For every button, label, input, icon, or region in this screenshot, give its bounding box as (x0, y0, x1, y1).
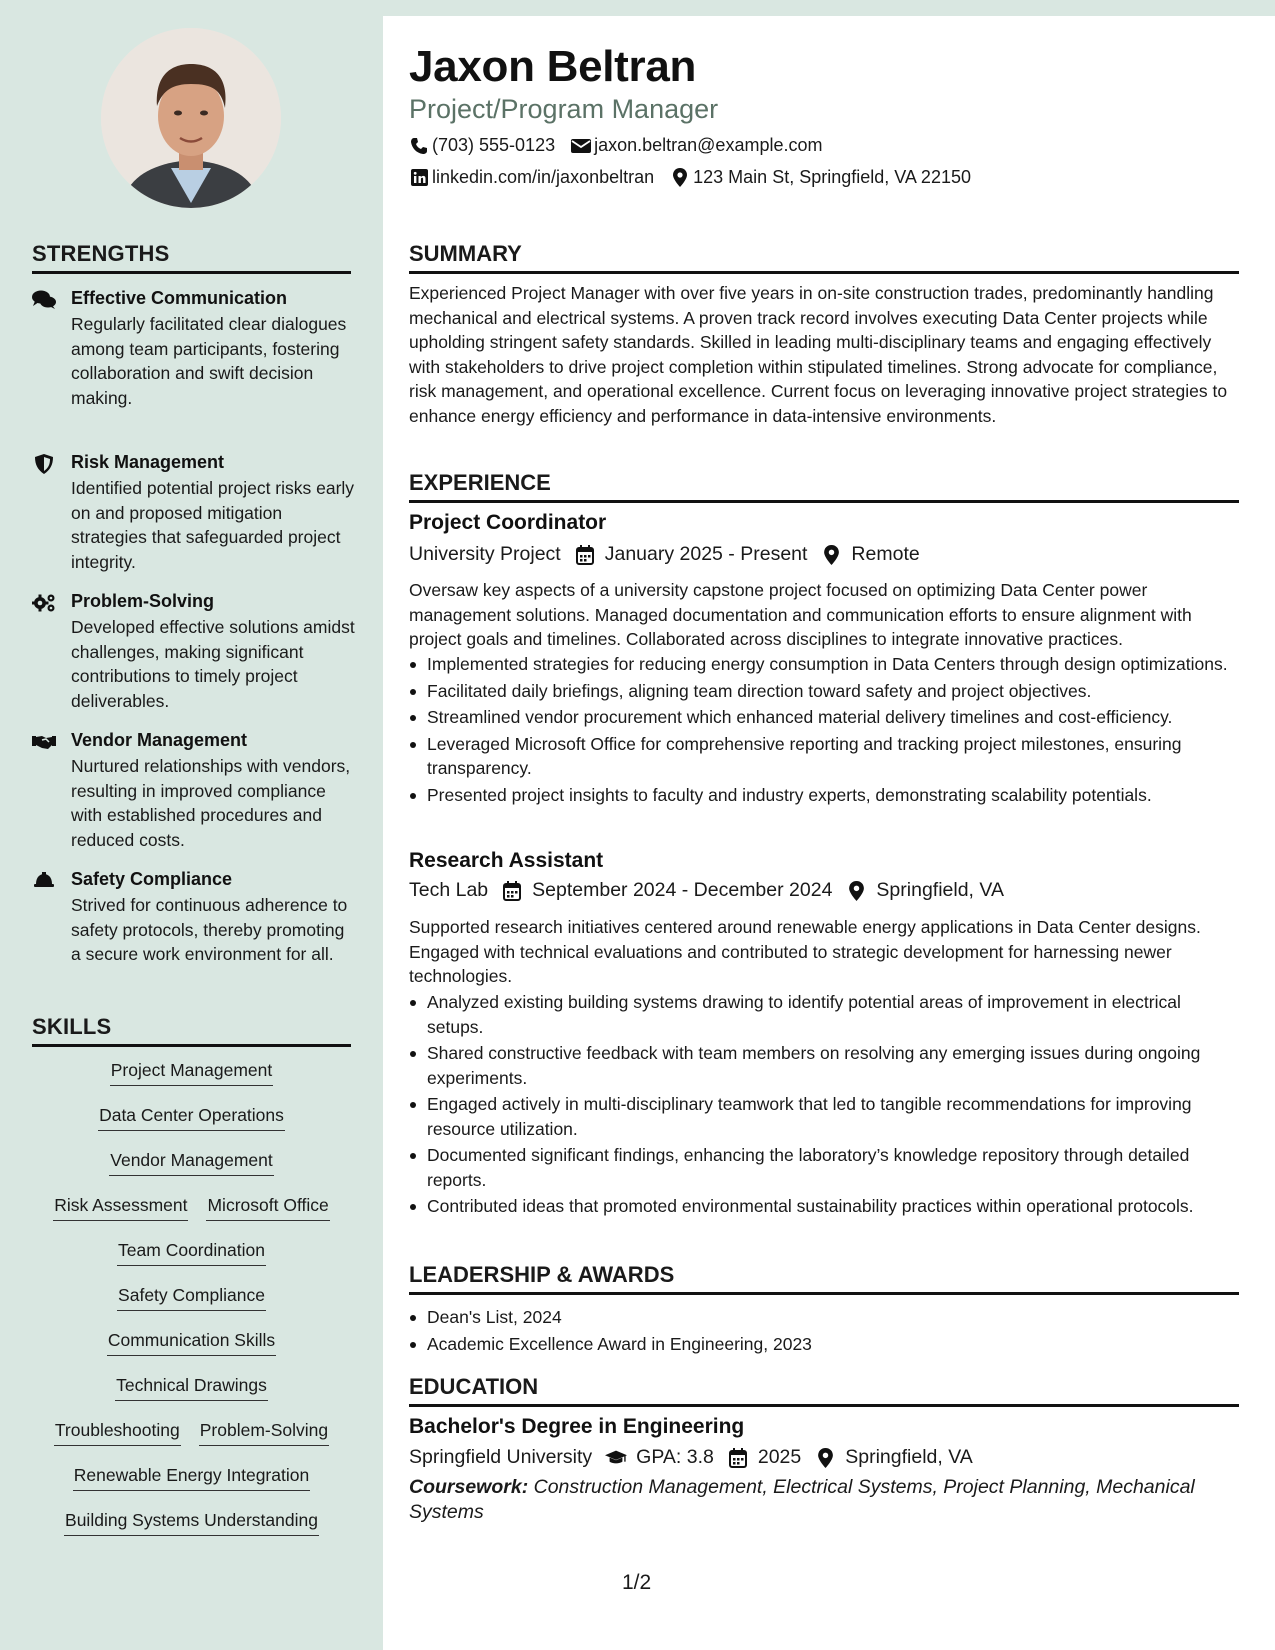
strength-title: Problem-Solving (71, 591, 215, 611)
job-bullets (409, 990, 1239, 1221)
skill-tag: Risk Assessment (53, 1193, 188, 1221)
candidate-name: Jaxon Beltran (409, 42, 697, 91)
strength-desc: Regularly facilitated clear dialogues among team participants, fostering collaboration and swift decision making. (71, 314, 347, 408)
phone-icon (409, 136, 429, 156)
location-icon (820, 544, 842, 566)
coursework-label: Coursework: (409, 1476, 529, 1498)
strength-desc: Nurtured relationships with vendors, resulting in improved compliance with established procedures and reduced costs. (71, 756, 351, 850)
job-description: Supported research initiatives centered around renewable energy applications in Data Center designs. Engaged with technical evaluations and contributed to strategic development for harnessing newer technologies. (409, 917, 1201, 986)
hard-hat-icon (32, 871, 56, 891)
strength-title: Risk Management (71, 452, 225, 472)
list-item: Documented significant findings, enhancing the laboratory’s knowledge repository through detailed reports. (409, 1143, 1239, 1192)
list-item: Leveraged Microsoft Office for comprehensive reporting and tracking project milestones, ensuring transparency. (409, 732, 1239, 781)
list-item: Academic Excellence Award in Engineering, 2023 (409, 1332, 1239, 1357)
job-title: Project Coordinator (409, 511, 607, 534)
list-item: Engaged actively in multi-disciplinary teamwork that led to tangible recommendations for improving resource utilization. (409, 1092, 1239, 1141)
skill-tag: Technical Drawings (115, 1373, 268, 1401)
calendar-icon (574, 544, 596, 566)
graduation-year: 2025 (757, 1446, 802, 1468)
awards-list (409, 1305, 1239, 1358)
job-location: Springfield, VA (876, 879, 1004, 901)
job-dates: September 2024 - December 2024 (532, 879, 833, 901)
summary-text: Experienced Project Manager with over five years in on-site construction trades, predominantly handling mechanical and electrical systems. A proven track record involves executing Data Center projects while upholding stringent safety standards. Skilled in leading multi-disciplinary teams and engaging effectively with stakeholders to drive project completion within stipulated timelines. Strong advocate for compliance, risk management, and operational excellence. Current focus on leveraging innovative project strategies to enhance energy efficiency and performance in data-intensive environments. (409, 283, 1228, 426)
skill-tag: Building Systems Understanding (64, 1508, 319, 1536)
summary-title: SUMMARY (409, 241, 1239, 274)
school-location: Springfield, VA (845, 1446, 973, 1468)
comments-icon (32, 290, 56, 310)
location-icon (670, 168, 690, 188)
strength-desc: Developed effective solutions amidst challenges, making significant contributions to timely project deliverables. (71, 617, 355, 711)
linkedin-icon (409, 168, 429, 188)
list-item: Implemented strategies for reducing energy consumption in Data Centers through design optimizations. (409, 652, 1239, 677)
job-org: Tech Lab (409, 879, 489, 901)
list-item: Streamlined vendor procurement which enhanced material delivery timelines and cost-efficiency. (409, 705, 1239, 730)
skill-tag: Problem-Solving (199, 1418, 329, 1446)
list-item: Presented project insights to faculty and industry experts, demonstrating scalability potentials. (409, 783, 1239, 808)
gears-icon (32, 593, 56, 613)
degree-title: Bachelor's Degree in Engineering (409, 1415, 745, 1438)
job-meta (409, 543, 920, 566)
skill-tag: Data Center Operations (98, 1103, 285, 1131)
education-meta (409, 1446, 973, 1469)
job-description: Oversaw key aspects of a university capstone project focused on optimizing Data Center power management solutions. Managed documentation and communication efforts to ensure alignment with project goals and timelines. Collaborated across disciplines to integrate innovative practices. (409, 580, 1192, 649)
list-item: Facilitated daily briefings, aligning team direction toward safety and project objectives. (409, 679, 1239, 704)
awards-title: LEADERSHIP & AWARDS (409, 1262, 1239, 1295)
page-number: 1/2 (622, 1571, 652, 1594)
skill-tag: Team Coordination (117, 1238, 266, 1266)
strengths-title: STRENGTHS (32, 241, 351, 274)
contact-row (409, 167, 971, 188)
school-name: Springfield University (409, 1446, 593, 1468)
skill-tag: Microsoft Office (206, 1193, 329, 1221)
calendar-icon (501, 880, 523, 902)
job-meta (409, 879, 1004, 902)
coursework (409, 1475, 1239, 1524)
strength-title: Vendor Management (71, 730, 248, 750)
location-icon (814, 1447, 836, 1469)
list-item: Analyzed existing building systems drawing to identify potential areas of improvement in electrical setups. (409, 990, 1239, 1039)
contact-row (409, 135, 822, 156)
phone-text[interactable]: (703) 555-0123 (432, 135, 556, 155)
job-title: Research Assistant (409, 849, 604, 872)
list-item: Dean's List, 2024 (409, 1305, 1239, 1330)
skill-tag: Troubleshooting (54, 1418, 181, 1446)
education-title: EDUCATION (409, 1374, 1239, 1407)
job-location: Remote (851, 543, 920, 565)
strength-desc: Identified potential project risks early on and proposed mitigation strategies that safeguarded project integrity. (71, 478, 355, 572)
job-bullets (409, 652, 1239, 809)
graduation-cap-icon (605, 1447, 627, 1469)
experience-title: EXPERIENCE (409, 470, 1239, 503)
shield-icon (32, 454, 56, 474)
list-item: Shared constructive feedback with team members on resolving any emerging issues during ongoing experiments. (409, 1041, 1239, 1090)
email-link[interactable]: jaxon.beltran@example.com (594, 135, 823, 155)
list-item: Contributed ideas that promoted environmental sustainability practices within operational protocols. (409, 1194, 1239, 1219)
job-dates: January 2025 - Present (604, 543, 808, 565)
skill-tag: Renewable Energy Integration (73, 1463, 310, 1491)
email-icon (571, 136, 591, 156)
strength-title: Effective Communication (71, 288, 288, 308)
skills-title: SKILLS (32, 1014, 351, 1047)
job-org: University Project (409, 543, 561, 565)
strength-title: Safety Compliance (71, 869, 233, 889)
gpa-text: GPA: 3.8 (636, 1446, 714, 1468)
calendar-icon (727, 1447, 749, 1469)
candidate-role: Project/Program Manager (409, 94, 719, 124)
location-icon (845, 880, 867, 902)
coursework-text: Construction Management, Electrical Systems, Project Planning, Mechanical Systems (409, 1476, 1195, 1523)
skill-tag: Safety Compliance (117, 1283, 266, 1311)
strength-desc: Strived for continuous adherence to safety protocols, thereby promoting a secure work environment for all. (71, 895, 348, 964)
skill-tag: Project Management (110, 1058, 273, 1086)
skills-list (32, 1058, 351, 1553)
skill-tag: Vendor Management (109, 1148, 273, 1176)
skill-tag: Communication Skills (107, 1328, 276, 1356)
address-text: 123 Main St, Springfield, VA 22150 (693, 167, 971, 187)
handshake-icon (32, 732, 56, 752)
profile-photo (101, 28, 281, 208)
linkedin-link[interactable]: linkedin.com/in/jaxonbeltran (432, 167, 655, 187)
